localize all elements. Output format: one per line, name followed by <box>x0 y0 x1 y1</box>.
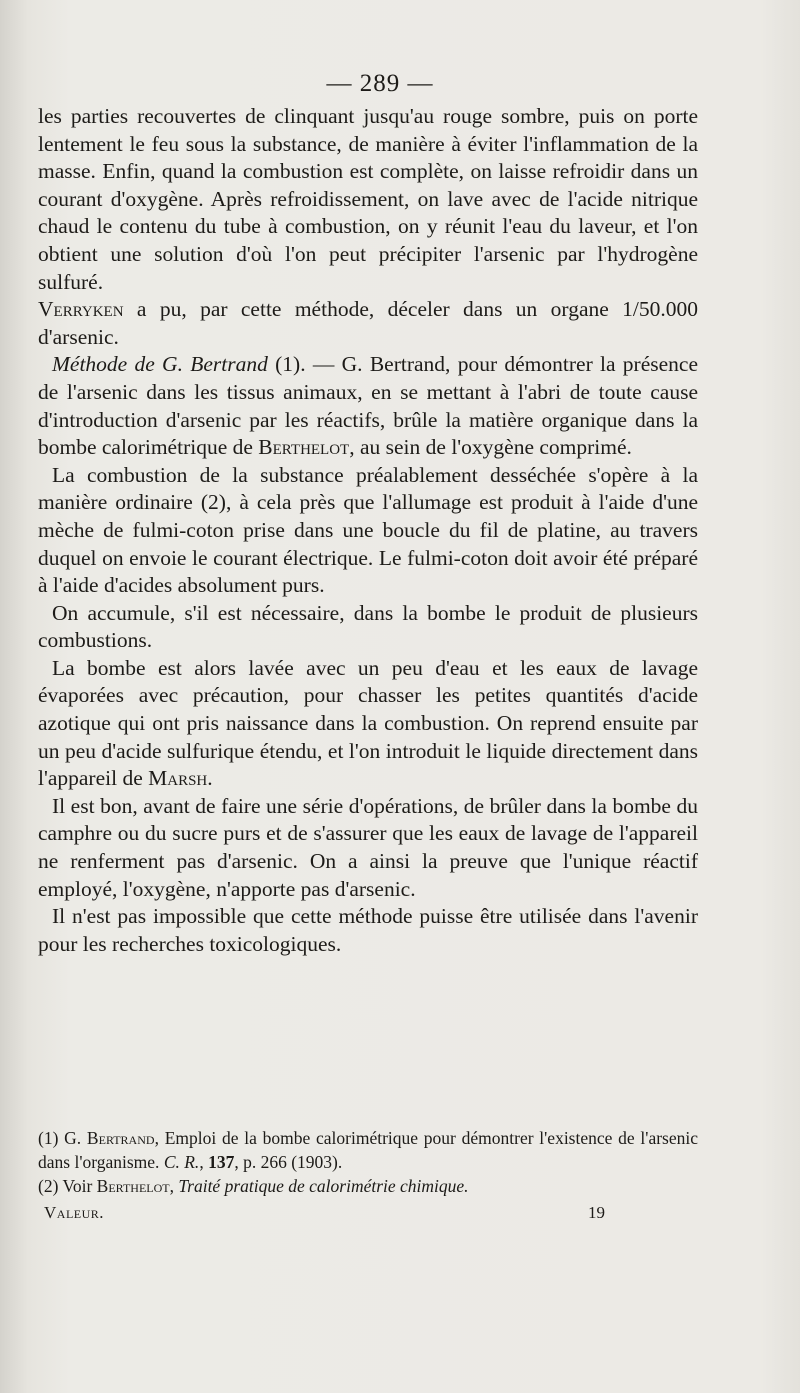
footnote-1-text: , Emploi de la bombe calorimétrique pour démontrer l'existence de l'arsenic dans l'organisme. <box>38 1128 698 1172</box>
author-name-marsh: Marsh <box>148 766 208 791</box>
paragraph-5-text: La bombe est alors lavée avec un peu d'eau et les eaux de lavage évaporées avec précaution, pour chasser les petites quantités d'acide azotique qui ont pris naissance dans la combustion. On reprend ensuite par un peu d'acide sulfurique étendu, et l'on introduit le liquide directement dans l'appareil de <box>38 655 698 791</box>
sheet-number: 19 <box>588 1203 605 1222</box>
section-title-bertrand-method: Méthode de G. Bertrand <box>52 352 268 377</box>
footnote-ref-1: (1). — <box>267 352 342 377</box>
footnote-2 <box>38 1174 698 1198</box>
footnote-1-journal: C. R. <box>163 1152 200 1172</box>
printer-signature: Valeur. <box>44 1203 105 1222</box>
paragraph-5 <box>38 655 698 793</box>
footnotes <box>38 1126 698 1198</box>
footnote-1-pages: , p. 266 (1903). <box>234 1152 343 1172</box>
footnote-1-author: G. Bertrand <box>64 1128 155 1148</box>
body-text <box>38 103 698 958</box>
footnote-2-text: Voir <box>58 1176 97 1196</box>
footnote-1-separator: , <box>199 1152 209 1172</box>
author-name-verryken: Verryken <box>38 297 124 322</box>
paragraph-7: Il n'est pas impossible que cette méthode puisse être utilisée dans l'avenir pour les recherches toxicologiques. <box>38 904 698 956</box>
footnote-1 <box>38 1126 698 1174</box>
footnote-1-mark: (1) <box>38 1128 59 1148</box>
footnote-2-author: Berthelot <box>96 1176 170 1196</box>
paragraph-5-text-end: . <box>207 766 213 791</box>
footnote-1-volume: 137 <box>208 1152 235 1172</box>
author-name-berthelot: Berthelot <box>258 435 350 460</box>
paragraph-1-text-end: a pu, par cette méthode, déceler dans un organe 1/50.000 d'arsenic. <box>38 297 698 349</box>
paragraph-2 <box>38 351 698 461</box>
footnote-2-title: Traité pratique de calorimétrie chimique. <box>178 1176 469 1196</box>
paragraph-1 <box>38 103 698 351</box>
paragraph-3: La combustion de la substance préalablement desséchée s'opère à la manière ordinaire (2), à cela près que l'allumage est produit à l'aide d'une mèche de fulmi-coton prise dans une boucle du fil de platine, au travers duquel on envoie le courant électrique. Le fulmi-coton doit avoir été préparé à l'aide d'acides absolument purs. <box>38 462 698 598</box>
paragraph-2-text: G. Bertrand, pour démontrer la présence de l'arsenic dans les tissus animaux, en se mettant à l'abri de toute cause d'introduction d'arsenic par les réactifs, brûle la matière organique dans la bombe calorimétrique de <box>38 352 698 460</box>
footnote-2-separator: , <box>169 1176 179 1196</box>
paragraph-6: Il est bon, avant de faire une série d'opérations, de brûler dans la bombe du camphre ou du sucre purs et de s'assurer que les eaux de lavage de l'appareil ne renferment pas d'arsenic. On a ainsi la preuve que l'unique réactif employé, l'oxygène, n'apporte pas d'arsenic. <box>38 793 698 901</box>
paragraph-2-text-end: , au sein de l'oxygène comprimé. <box>349 435 632 460</box>
footnote-2-mark: (2) <box>38 1176 59 1196</box>
page-number: — 289 — <box>326 70 434 97</box>
paragraph-1-text: les parties recouvertes de clinquant jusqu'au rouge sombre, puis on porte lentement le feu sous la substance, de manière à éviter l'inflammation de la masse. Enfin, quand la combustion est complète, on laisse refroidir dans un courant d'oxygène. Après refroidissement, on lave avec de l'acide nitrique chaud le contenu du tube à combustion, on y réunit l'eau du laveur, et l'on obtient une solution d'où l'on peut précipiter l'arsenic par l'hydrogène sulfuré. <box>38 104 698 294</box>
paragraph-4: On accumule, s'il est nécessaire, dans la bombe le produit de plusieurs combustions. <box>38 600 698 653</box>
